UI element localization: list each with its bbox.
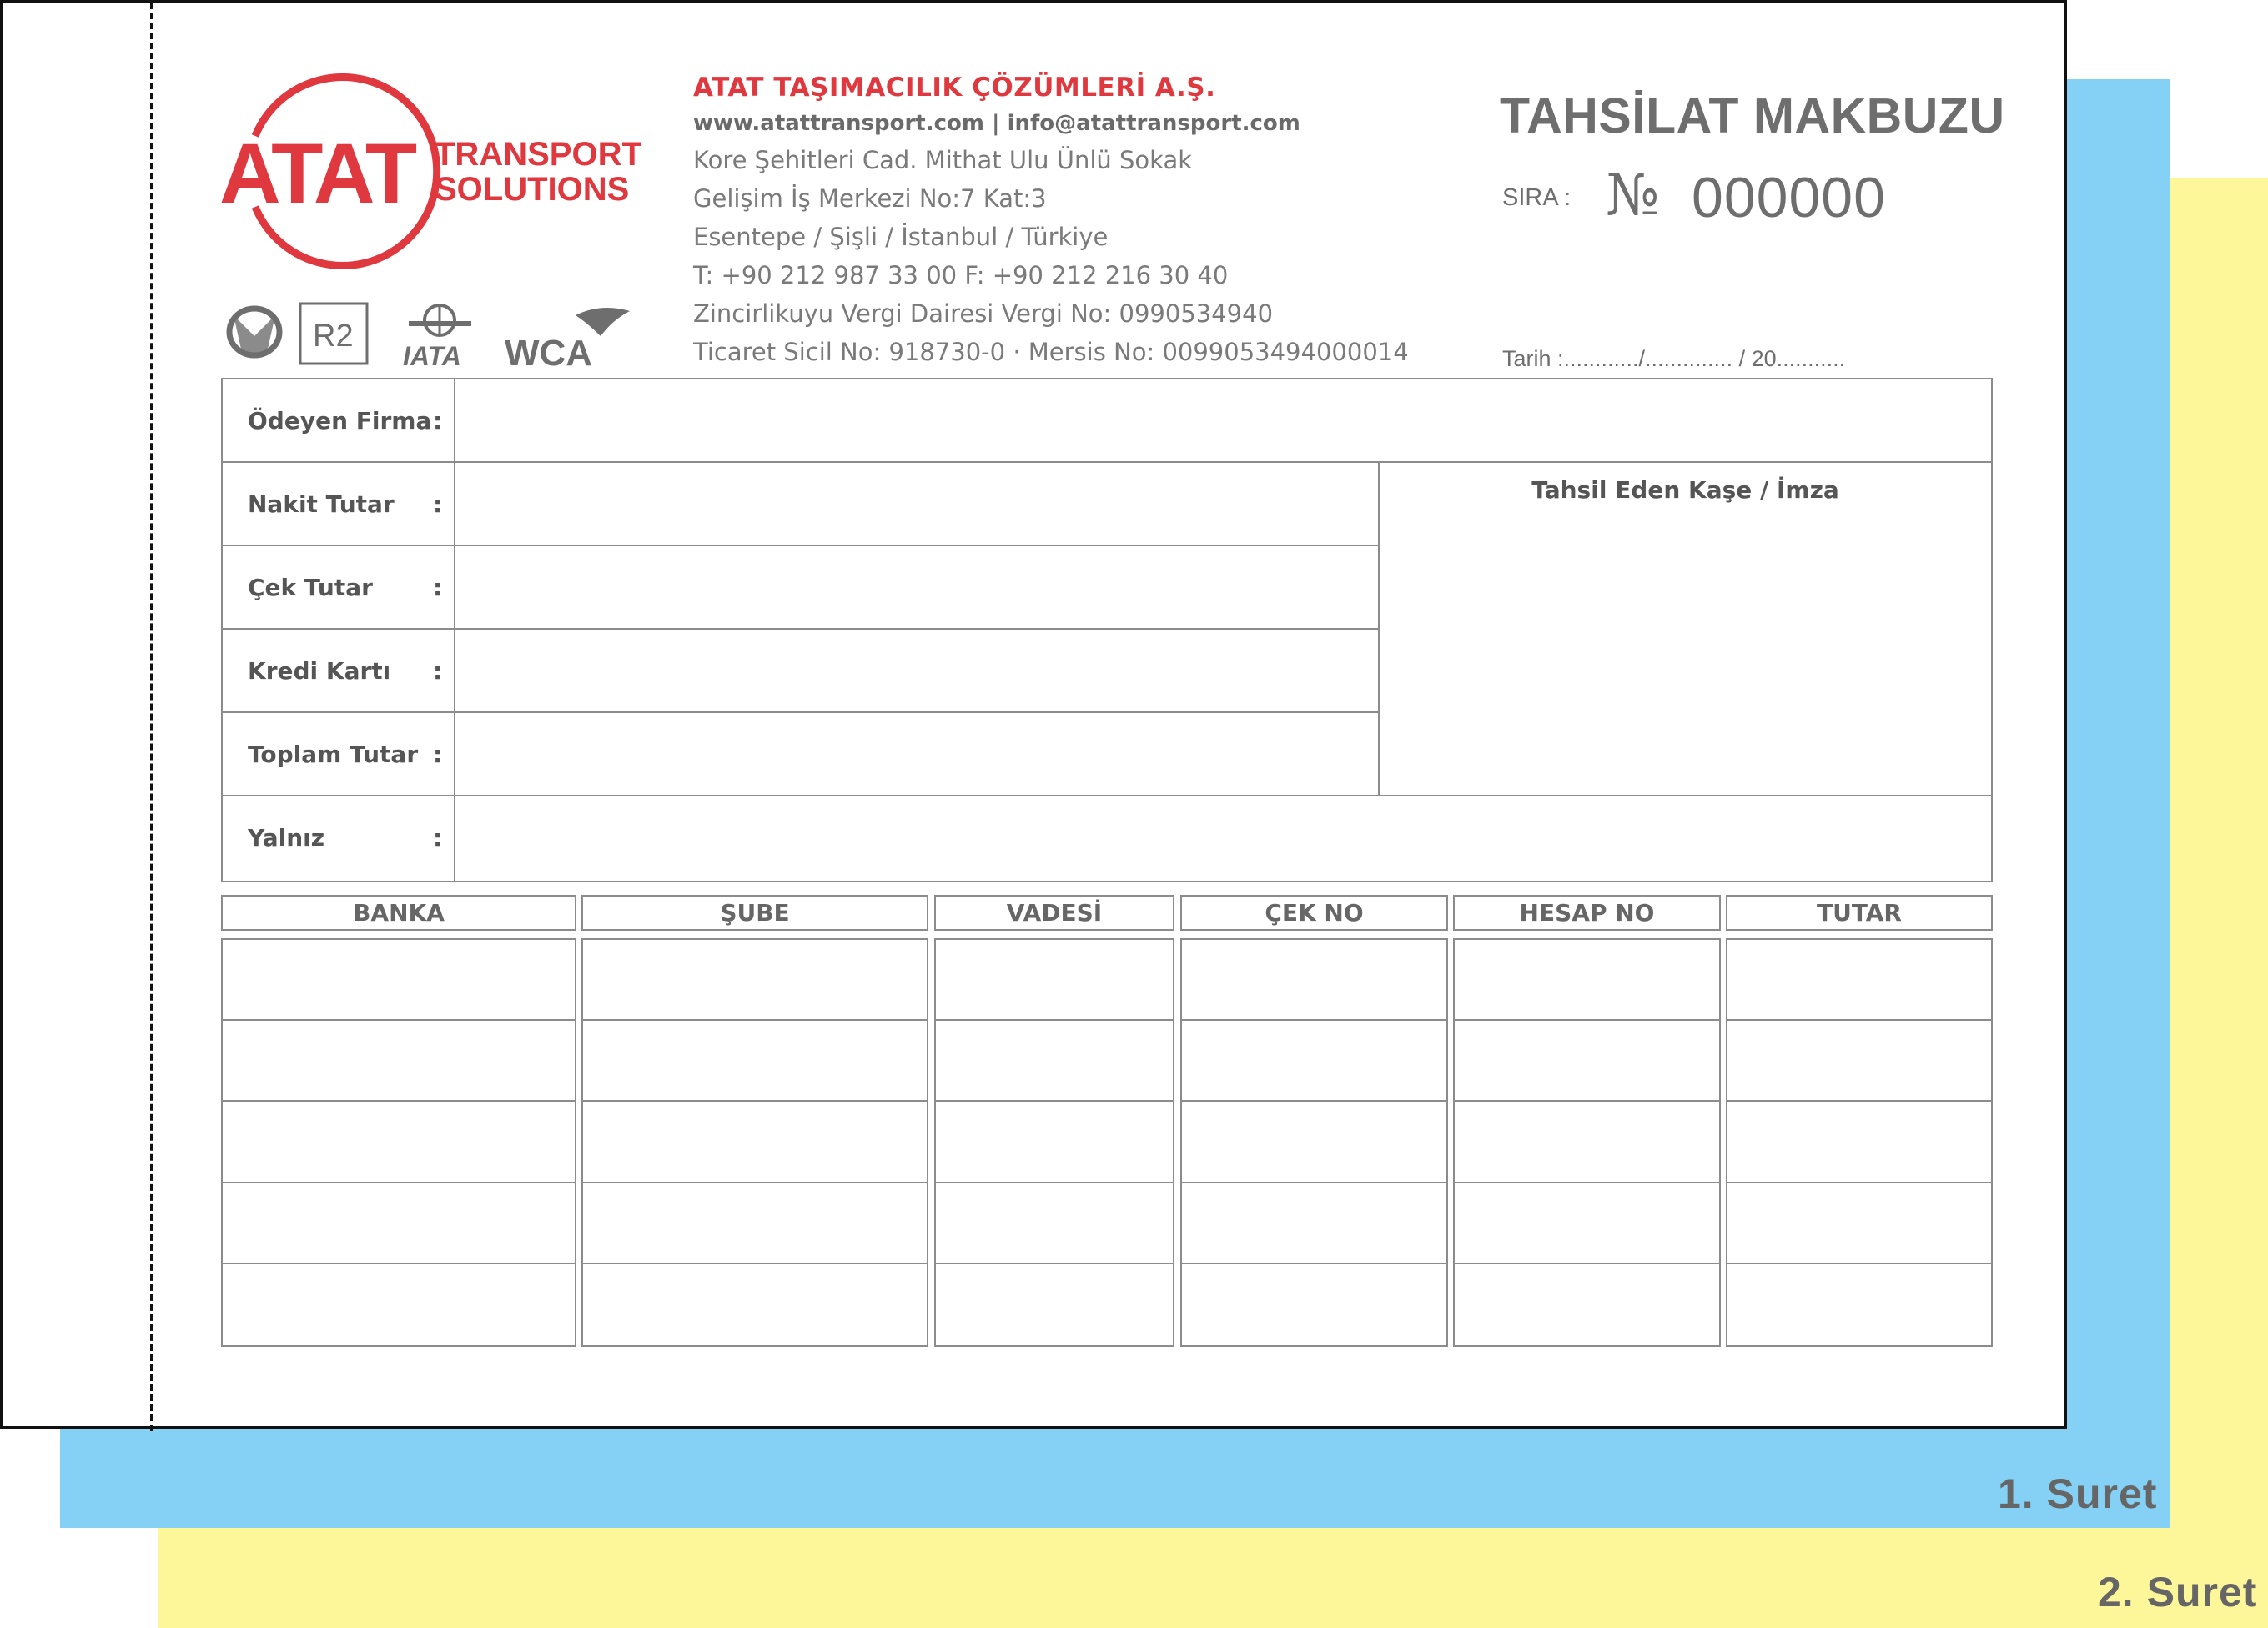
perforation-line [150,3,153,1431]
form-label: Yalnız [248,824,325,852]
form-colon: : [433,574,443,601]
form-row-total[interactable] [223,713,1991,796]
tax-line: Zincirlikuyu Vergi Dairesi Vergi No: 0990534940 [693,299,1274,328]
form-row-check[interactable] [223,546,1378,630]
svg-text:IATA: IATA [403,341,461,371]
table-cell[interactable] [223,1264,575,1345]
svg-text:TRANSPORT: TRANSPORT [435,136,641,173]
svg-text:SOLUTIONS: SOLUTIONS [435,171,630,208]
registry-line: Ticaret Sicil No: 918730-0 · Mersis No: 0099053494000014 [693,338,1409,366]
table-cell[interactable] [1182,1021,1446,1102]
emblem-icon [229,309,279,355]
address-line: Esentepe / Şişli / İstanbul / Türkiye [693,223,1109,251]
branch-header: ŞUBE [581,895,928,931]
table-cell[interactable] [1182,1264,1446,1345]
table-cell[interactable] [936,1183,1173,1264]
form-colon: : [433,741,443,768]
copy-2-label: 2. Suret [2098,1569,2258,1615]
company-info [693,73,1409,371]
table-cell[interactable] [223,1021,575,1102]
table-cell[interactable] [223,1183,575,1264]
table-cell[interactable] [936,1021,1173,1102]
svg-text:R2: R2 [313,319,354,354]
due-date-column [934,938,1174,1347]
phone-line: T: +90 212 987 33 00 F: +90 212 216 30 40 [693,261,1229,289]
table-cell[interactable] [223,940,575,1021]
atat-logo [215,73,641,269]
iata-globe-icon [409,305,471,335]
address-line: Kore Şehitleri Cad. Mithat Ulu Ünlü Sokak [693,146,1193,174]
table-cell[interactable] [936,940,1173,1021]
form-row-payer[interactable] [223,379,1991,463]
table-cell[interactable] [1455,1102,1719,1183]
table-cell[interactable] [1727,1264,1991,1345]
branch-column [581,938,928,1347]
form-row-cash[interactable] [223,463,1378,546]
table-cell[interactable] [583,1264,927,1345]
form-colon: : [433,824,443,852]
bank-column [221,938,576,1347]
table-cell[interactable] [1727,1021,1991,1102]
receipt-title: TAHSİLAT MAKBUZU [1500,88,2005,143]
form-colon: : [433,490,443,518]
table-cell[interactable] [1455,1021,1719,1102]
form-label: Çek Tutar [248,574,373,601]
form-colon: : [433,407,443,435]
stamp-signature-label: Tahsil Eden Kaşe / İmza [1531,476,1839,504]
form-divider [454,379,455,881]
form-row-amount-in-words[interactable] [223,796,1991,880]
form-label: Kredi Kartı [248,657,391,685]
table-cell[interactable] [1182,1183,1446,1264]
amount-column [1726,938,1993,1347]
table-cell[interactable] [583,1021,927,1102]
check-no-header: ÇEK NO [1180,895,1448,931]
table-cell[interactable] [1182,1102,1446,1183]
account-no-column [1453,938,1721,1347]
form-label: Nakit Tutar [248,490,395,518]
table-cell[interactable] [936,1264,1173,1345]
company-web: www.atattransport.com | info@atattransport.com [693,111,1300,136]
table-cell[interactable] [1182,940,1446,1021]
stamp-divider [1378,463,1380,796]
association-logos [221,299,638,372]
table-cell[interactable] [936,1102,1173,1183]
svg-text:WCA: WCA [505,333,593,372]
table-cell[interactable] [223,1102,575,1183]
table-cell[interactable] [1455,940,1719,1021]
form-label: Toplam Tutar [248,741,419,768]
svg-text:ATAT: ATAT [219,126,415,221]
form-label: Ödeyen Firma [248,407,432,435]
receipt-number: 000000 [1692,166,1886,229]
company-name: ATAT TAŞIMACILIK ÇÖZÜMLERİ A.Ş. [693,73,1216,103]
sira-label: SIRA : [1502,184,1572,211]
table-cell[interactable] [583,940,927,1021]
table-cell[interactable] [583,1102,927,1183]
account-no-header: HESAP NO [1453,895,1721,931]
table-cell[interactable] [1727,1102,1991,1183]
table-cell[interactable] [1727,940,1991,1021]
form-colon: : [433,657,443,685]
copy-1-label: 1. Suret [1998,1470,2158,1517]
table-cell[interactable] [1455,1183,1719,1264]
payment-form [221,378,1993,882]
amount-header: TUTAR [1726,895,1993,931]
table-cell[interactable] [1727,1183,1991,1264]
number-sign: № [1606,163,1660,229]
table-cell[interactable] [1455,1264,1719,1345]
due-date-header: VADESİ [934,895,1174,931]
form-row-credit-card[interactable] [223,630,1378,713]
check-no-column [1180,938,1448,1347]
bank-header: BANKA [221,895,576,931]
address-line: Gelişim İş Merkezi No:7 Kat:3 [693,184,1047,213]
table-cell[interactable] [583,1183,927,1264]
date-field[interactable]: Tarih :............/.............. / 20........... [1502,346,1846,371]
